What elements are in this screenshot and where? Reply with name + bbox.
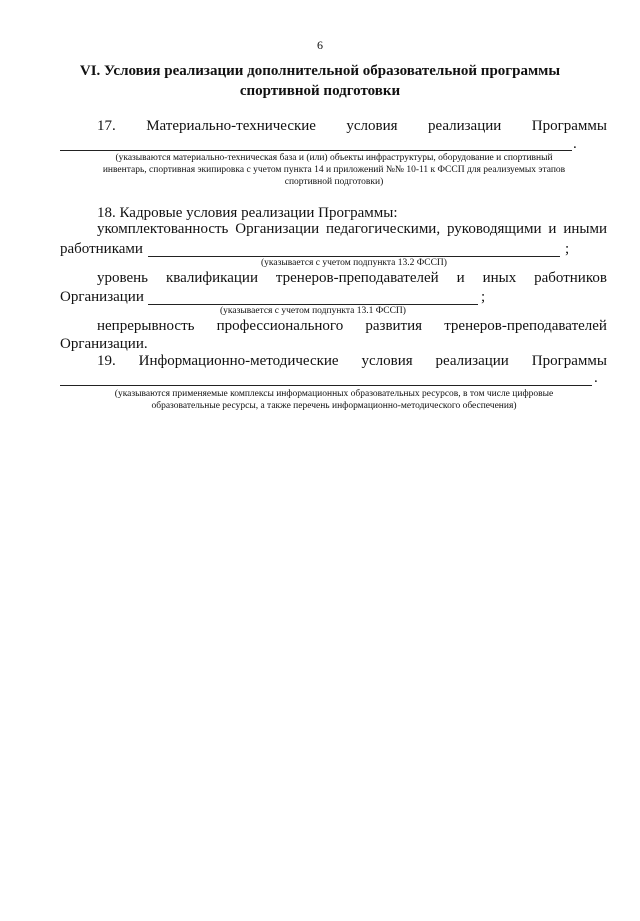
staffing-note: (указывается с учетом подпункта 13.2 ФССП)	[261, 258, 447, 268]
staffing-word: руководящими	[446, 221, 542, 237]
staffing-word: укомплектованность	[97, 221, 229, 237]
item17-line	[97, 118, 607, 135]
continuity-word: непрерывность	[97, 318, 195, 334]
continuity-word: профессионального	[216, 318, 344, 334]
staffing-word: и	[548, 221, 557, 237]
staffing-end: ;	[565, 241, 570, 257]
qualification-end: ;	[481, 289, 486, 305]
staffing-word: педагогическими,	[326, 221, 441, 237]
qualification-word: и	[456, 270, 465, 286]
qualification-tail: Организации	[60, 289, 144, 305]
item19-line	[97, 353, 607, 370]
item19-tail: .	[594, 370, 598, 386]
qualification-word: работников	[534, 270, 607, 286]
item17-note	[60, 152, 608, 188]
staffing-line	[97, 221, 607, 238]
staffing-word: иными	[563, 221, 607, 237]
qualification-word: тренеров-преподавателей	[275, 270, 439, 286]
qualification-word: иных	[482, 270, 517, 286]
continuity-line	[97, 318, 607, 335]
staffing-tail: работниками	[60, 241, 143, 257]
page-number: 6	[317, 38, 323, 52]
section-title-line1: VI. Условия реализации дополнительной образовательной программы	[79, 63, 561, 79]
item17-word: условия	[346, 118, 398, 134]
item17-note-line: спортивной подготовки)	[284, 177, 384, 187]
item17-number: 17.	[97, 118, 116, 134]
item17-tail: .	[573, 136, 577, 152]
item17-word: Материально-технические	[146, 118, 316, 134]
item17-word: Программы	[531, 118, 607, 134]
item19-word: Информационно-методические	[138, 353, 339, 369]
item19-note-line: образовательные ресурсы, а также перечень информационно-методического обеспечения)	[151, 401, 517, 411]
item19-fill-line	[60, 385, 592, 386]
item17-note-line: инвентарь, спортивная экипировка с учетом пункта 14 и приложений №№ 10-11 к ФССП для реализуемых этапов	[102, 165, 566, 175]
qualification-note: (указывается с учетом подпункта 13.1 ФССП)	[220, 306, 406, 316]
item19-number: 19.	[97, 353, 116, 369]
qualification-line	[97, 270, 607, 287]
item19-note-line: (указываются применяемые комплексы информационных образовательных ресурсов, в том числе цифровые	[114, 389, 554, 399]
item19-word: условия	[361, 353, 413, 369]
staffing-word: Организации	[235, 221, 320, 237]
item19-note	[60, 388, 608, 412]
item17-fill-line	[60, 150, 572, 151]
qualification-word: квалификации	[165, 270, 258, 286]
continuity-word: развития	[365, 318, 423, 334]
item17-note-line: (указываются материально-техническая база и (или) объекты инфраструктуры, оборудование и спортивный	[115, 153, 553, 163]
continuity-word: тренеров-преподавателей	[444, 318, 607, 334]
item18-heading: 18. Кадровые условия реализации Программы:	[97, 205, 398, 221]
item19-word: Программы	[531, 353, 607, 369]
qualification-word: уровень	[97, 270, 149, 286]
item19-word: реализации	[435, 353, 509, 369]
continuity-tail: Организации.	[60, 336, 148, 352]
section-title-line2: спортивной подготовки	[239, 83, 401, 99]
item17-word: реализации	[427, 118, 502, 134]
